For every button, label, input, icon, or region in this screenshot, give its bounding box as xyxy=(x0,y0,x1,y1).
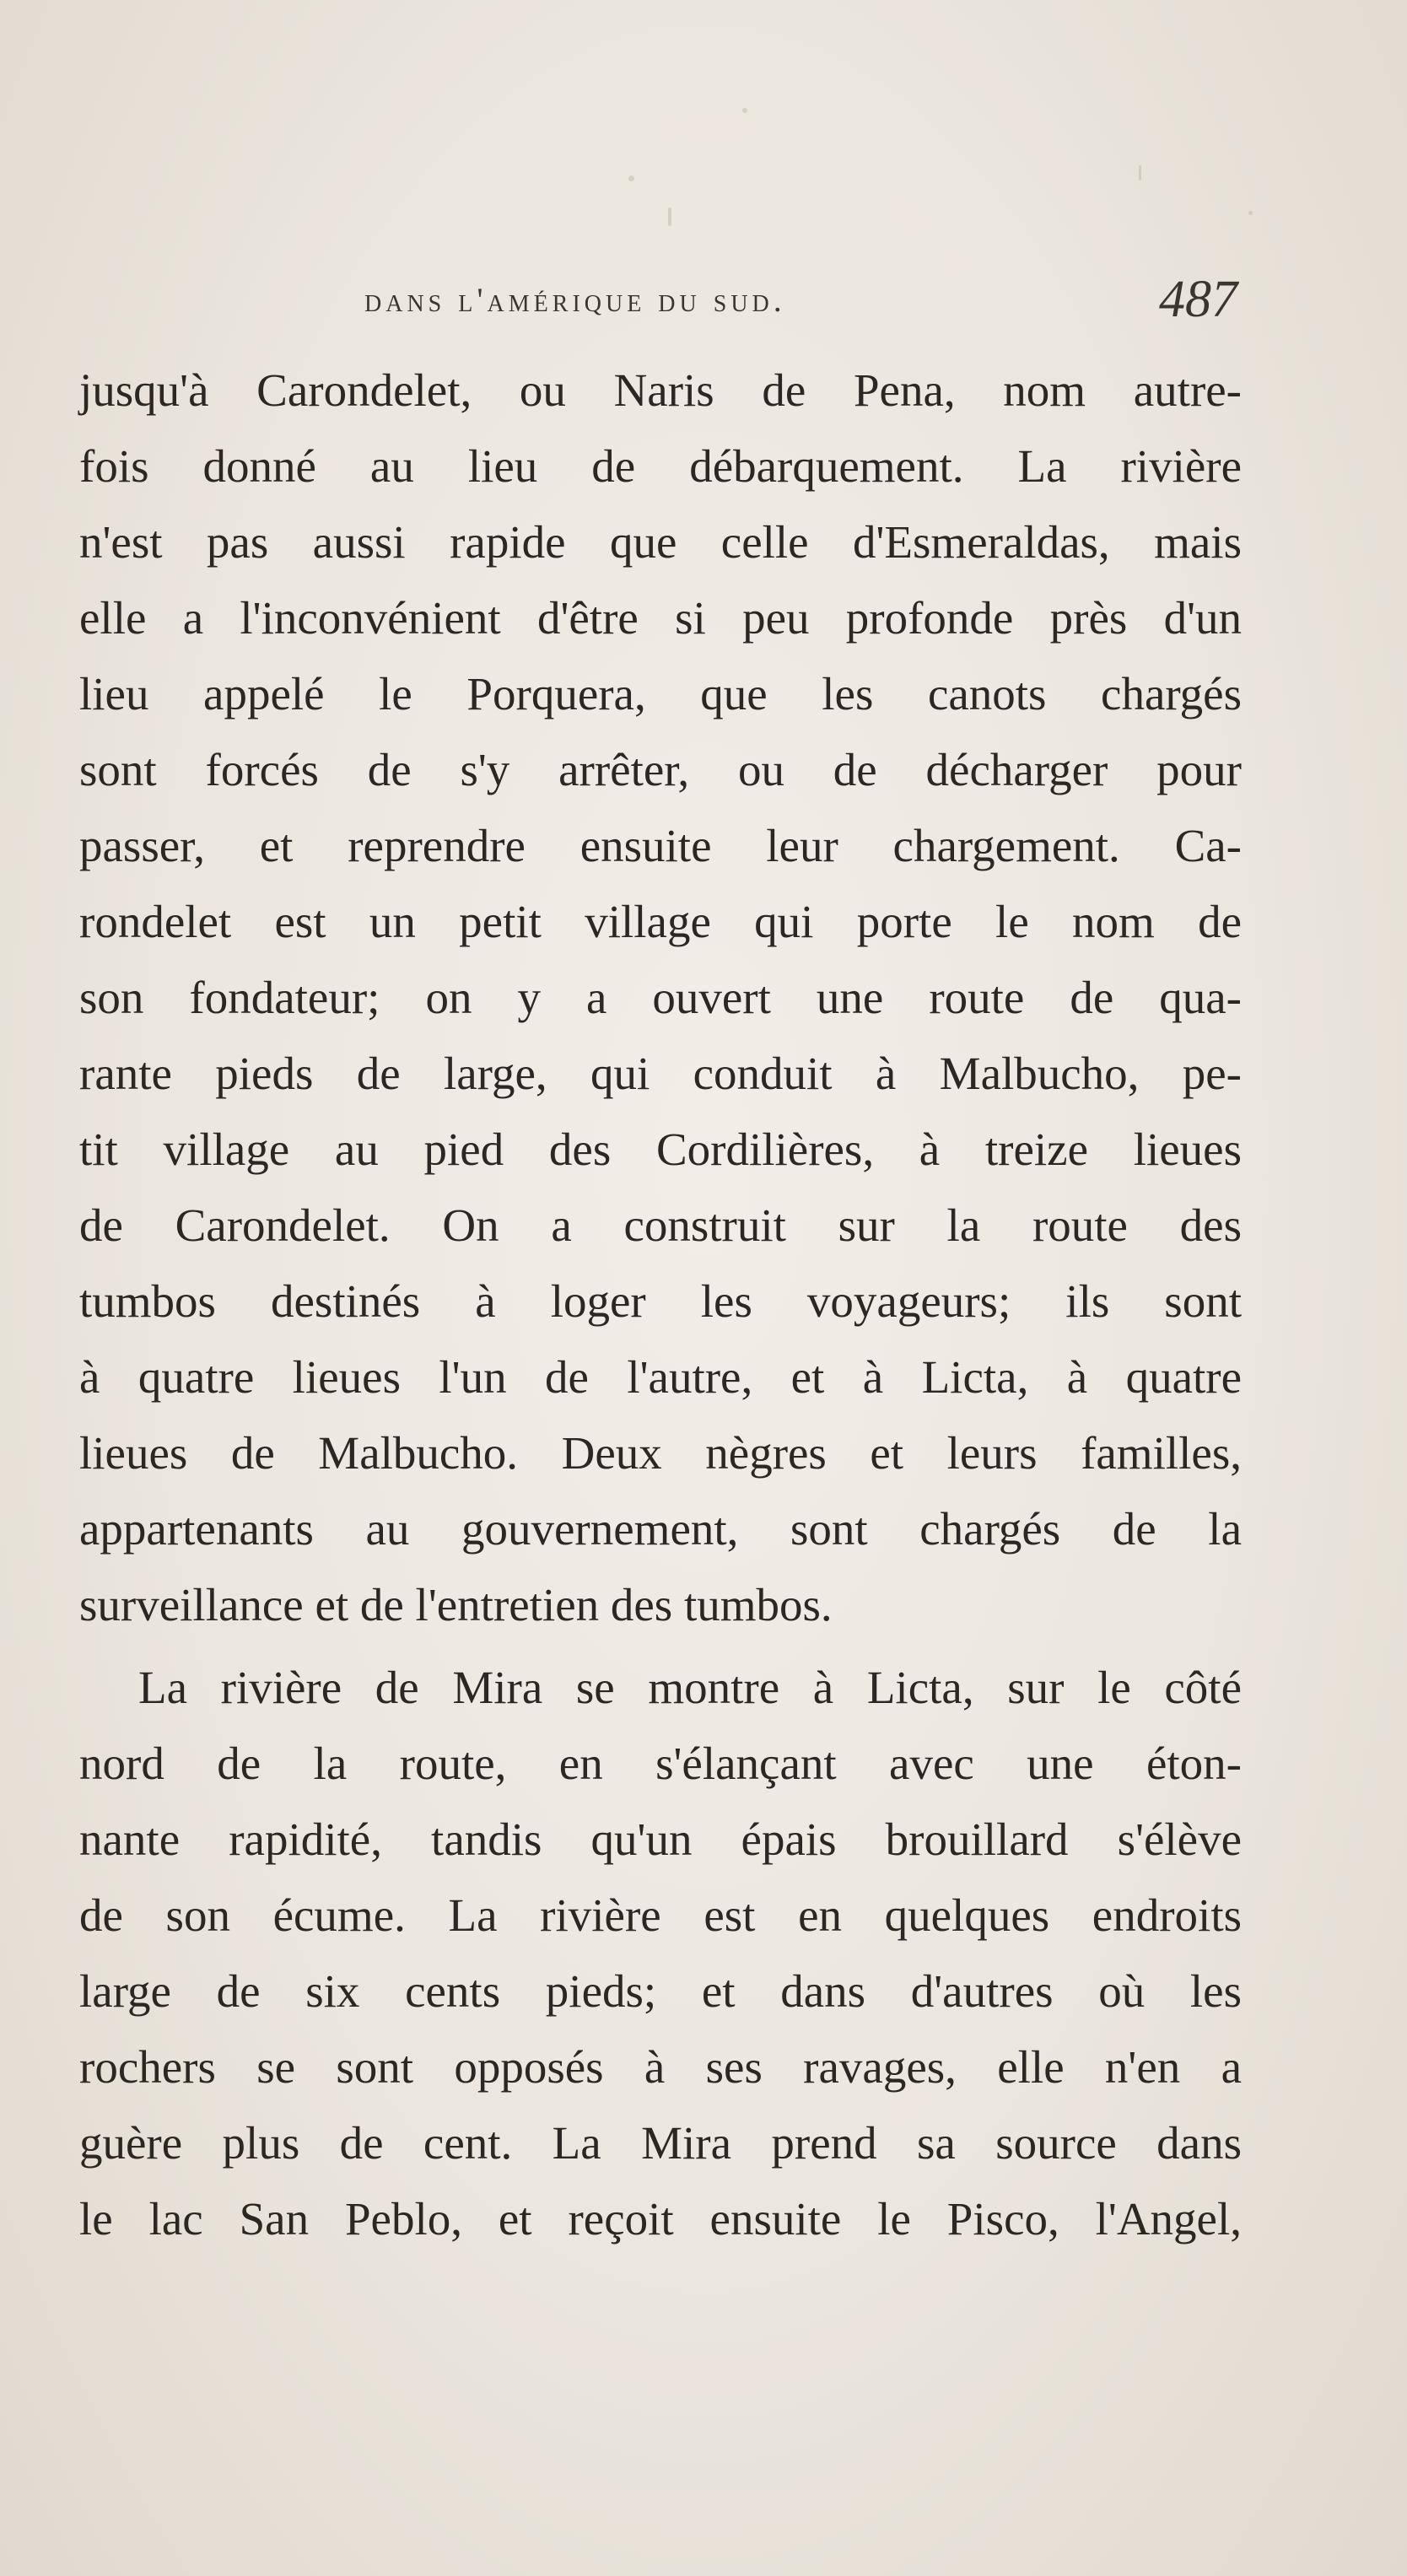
text-line: appartenants au gouvernement, sont chargés de la xyxy=(79,1503,1242,1555)
running-head: dans l'amérique du sud. xyxy=(364,281,786,319)
text-line: à quatre lieues l'un de l'autre, et à Licta, à quatre xyxy=(79,1351,1242,1403)
paragraph xyxy=(79,1650,1242,2333)
paper-speck xyxy=(1139,165,1141,181)
text-line: fois donné au lieu de débarquement. La rivière xyxy=(79,440,1242,492)
body-text xyxy=(79,353,1242,2333)
text-line: tit village au pied des Cordilières, à treize lieues xyxy=(79,1124,1242,1175)
paper-speck xyxy=(742,108,747,113)
text-line: tumbos destinés à loger les voyageurs; ils sont xyxy=(79,1275,1242,1327)
text-line: elle a l'inconvénient d'être si peu profonde près d'un xyxy=(79,592,1242,644)
text-line: lieu appelé le Porquera, que les canots chargés xyxy=(79,668,1242,719)
text-line: rochers se sont opposés à ses ravages, elle n'en a xyxy=(79,2041,1242,2093)
text-line: sont forcés de s'y arrêter, ou de décharger pour xyxy=(79,744,1242,795)
text-line: rondelet est un petit village qui porte le nom de xyxy=(79,896,1242,947)
text-line: le lac San Peblo, et reçoit ensuite le Pisco, l'Angel, xyxy=(79,2193,1242,2245)
paper-speck xyxy=(1248,211,1253,215)
text-line: passer, et reprendre ensuite leur chargement. Ca- xyxy=(79,820,1242,871)
text-line: n'est pas aussi rapide que celle d'Esmeraldas, mais xyxy=(79,516,1242,568)
text-line: La rivière de Mira se montre à Licta, sur le côté xyxy=(138,1662,1242,1713)
text-line: guère plus de cent. La Mira prend sa source dans xyxy=(79,2117,1242,2169)
paper-speck xyxy=(668,207,671,226)
paragraph-gap xyxy=(79,1643,1242,1650)
page-header xyxy=(0,270,1407,337)
text-line: de Carondelet. On a construit sur la route des xyxy=(79,1199,1242,1251)
text-line: large de six cents pieds; et dans d'autres où les xyxy=(79,1965,1242,2017)
text-line: rante pieds de large, qui conduit à Malbucho, pe- xyxy=(79,1048,1242,1099)
paper-speck xyxy=(628,175,634,181)
text-line: lieues de Malbucho. Deux nègres et leurs familles, xyxy=(79,1427,1242,1479)
text-line xyxy=(79,2257,1242,2333)
page-number: 487 xyxy=(1159,271,1237,328)
text-line: son fondateur; on y a ouvert une route de qua- xyxy=(79,972,1242,1023)
text-line: surveillance et de l'entretien des tumbos. xyxy=(79,1579,833,1630)
paragraph xyxy=(79,353,1242,1643)
text-line: jusqu'à Carondelet, ou Naris de Pena, nom autre- xyxy=(79,364,1242,416)
text-line: nord de la route, en s'élançant avec une éton- xyxy=(79,1738,1242,1789)
text-line: nante rapidité, tandis qu'un épais brouillard s'élève xyxy=(79,1813,1242,1865)
text-line: de son écume. La rivière est en quelques endroits xyxy=(79,1889,1242,1941)
